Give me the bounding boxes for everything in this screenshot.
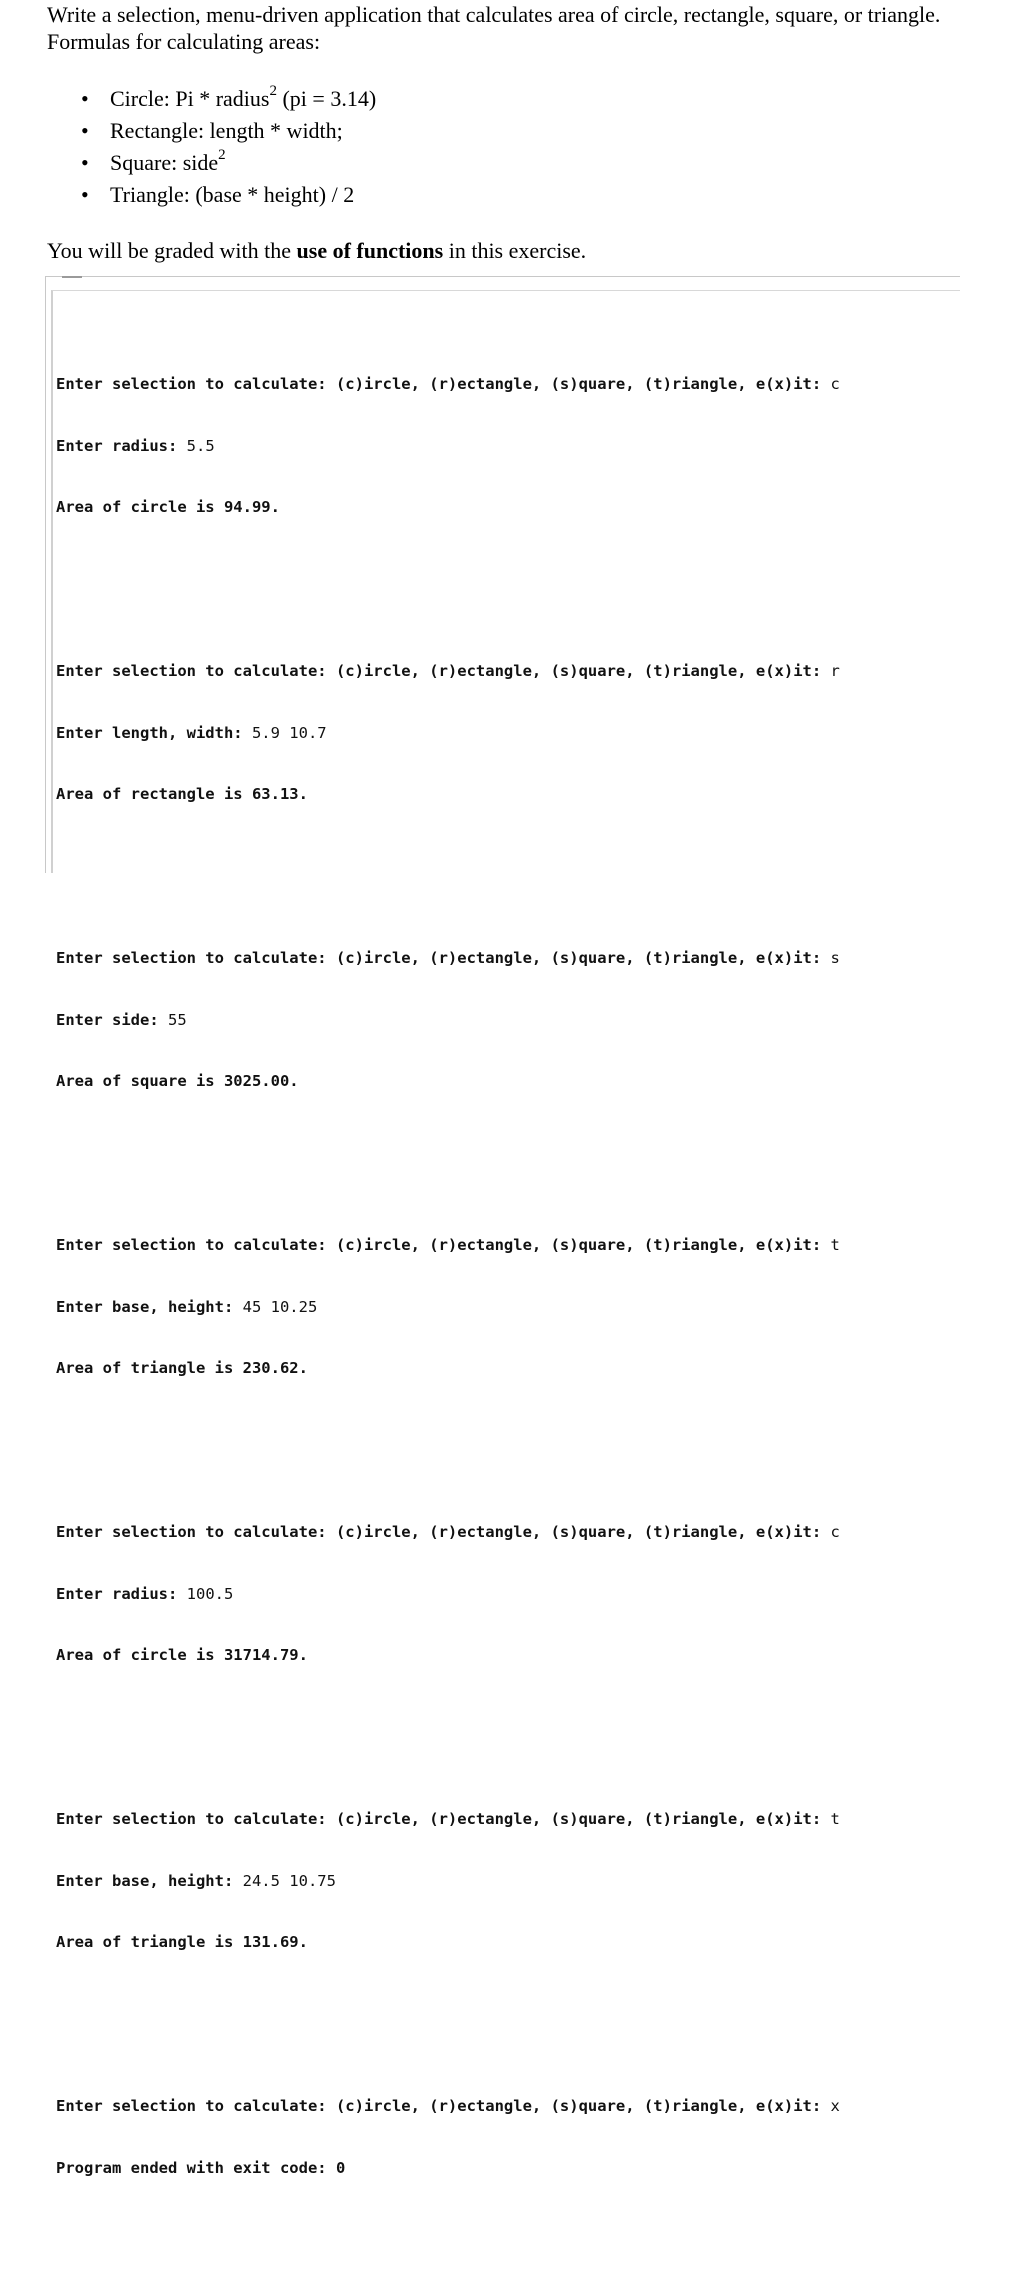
value-prompt: Enter radius:	[56, 436, 187, 455]
result-line: Area of rectangle is 63.13.	[56, 785, 308, 803]
formula-note: (pi = 3.14)	[276, 86, 377, 111]
selection-prompt: Enter selection to calculate: (c)ircle, (r)ectangle, (s)quare, (t)riangle, e(x)it:	[56, 1236, 831, 1254]
bullet-icon: •	[81, 86, 89, 111]
console-output-panel[interactable]	[45, 276, 960, 2177]
console-session	[56, 1194, 840, 1420]
selection-prompt: Enter selection to calculate: (c)ircle, (r)ectangle, (s)quare, (t)riangle, e(x)it:	[56, 2097, 831, 2115]
grading-text: You will be graded with the	[47, 238, 297, 263]
formula-text: Square: side	[110, 150, 219, 175]
selection-input: c	[830, 1523, 840, 1541]
console-line	[56, 2096, 840, 2117]
value-input: 45 10.25	[242, 1297, 318, 1316]
grading-note	[47, 237, 977, 264]
grading-text-end: in this exercise.	[443, 238, 587, 263]
value-input: 5.5	[186, 436, 215, 455]
result-line: Area of triangle is 230.62.	[56, 1359, 308, 1377]
console-text-area[interactable]	[51, 290, 960, 2177]
formula-item-circle	[47, 83, 977, 115]
bullet-icon: •	[81, 150, 89, 175]
console-line	[56, 1235, 840, 1256]
selection-prompt: Enter selection to calculate: (c)ircle, (r)ectangle, (s)quare, (t)riangle, e(x)it:	[56, 662, 831, 680]
console-line	[56, 1297, 840, 1318]
console-line	[56, 948, 840, 969]
value-input: 5.9 10.7	[251, 723, 327, 742]
bullet-icon: •	[81, 182, 89, 207]
value-prompt: Enter base, height:	[56, 1871, 243, 1890]
console-session	[56, 1768, 840, 1994]
console-session	[56, 2055, 840, 2219]
exit-line: Program ended with exit code: 0	[56, 2158, 346, 2177]
result-line: Area of circle is 31714.79.	[56, 1646, 308, 1664]
result-line: Area of triangle is 131.69.	[56, 1933, 308, 1951]
formula-list	[47, 83, 977, 211]
value-input: 55	[167, 1010, 187, 1029]
console-line	[56, 1871, 840, 1892]
assignment-document	[47, 0, 977, 264]
console-log	[56, 292, 840, 2281]
formula-item-square	[47, 147, 977, 179]
selection-input: t	[830, 1236, 840, 1254]
console-line	[56, 723, 840, 744]
console-line	[56, 436, 840, 457]
formula-item-triangle	[47, 179, 977, 211]
formula-exponent: 2	[269, 82, 277, 99]
console-line	[56, 1522, 840, 1543]
selection-prompt: Enter selection to calculate: (c)ircle, (r)ectangle, (s)quare, (t)riangle, e(x)it:	[56, 1810, 831, 1828]
console-tab-indicator	[62, 276, 82, 278]
selection-prompt: Enter selection to calculate: (c)ircle, (r)ectangle, (s)quare, (t)riangle, e(x)it:	[56, 1523, 831, 1541]
result-line: Area of square is 3025.00.	[56, 1072, 299, 1090]
value-prompt: Enter base, height:	[56, 1297, 243, 1316]
console-line	[56, 1809, 840, 1830]
formula-text: Rectangle: length * width;	[110, 118, 343, 143]
console-line	[56, 374, 840, 395]
selection-prompt: Enter selection to calculate: (c)ircle, (r)ectangle, (s)quare, (t)riangle, e(x)it:	[56, 949, 831, 967]
formula-item-rectangle	[47, 115, 977, 147]
console-session	[56, 907, 840, 1133]
value-prompt: Enter length, width:	[56, 723, 252, 742]
selection-input: c	[830, 375, 840, 393]
formula-text: Circle: Pi * radius	[110, 86, 270, 111]
assignment-intro: Write a selection, menu-driven application that calculates area of circle, rectangle, square, or triangle. Formulas for calculating areas:	[47, 2, 941, 54]
selection-prompt: Enter selection to calculate: (c)ircle, (r)ectangle, (s)quare, (t)riangle, e(x)it:	[56, 375, 831, 393]
value-prompt: Enter radius:	[56, 1584, 187, 1603]
console-line	[56, 1010, 840, 1031]
console-session	[56, 620, 840, 846]
value-input: 24.5 10.75	[242, 1871, 336, 1890]
grading-emphasis: use of functions	[296, 238, 444, 263]
formula-exponent: 2	[218, 146, 226, 163]
value-prompt: Enter side:	[56, 1010, 168, 1029]
bullet-icon: •	[81, 118, 89, 143]
selection-input: s	[830, 949, 840, 967]
value-input: 100.5	[186, 1584, 234, 1603]
console-line	[56, 1584, 840, 1605]
selection-input: t	[830, 1810, 840, 1828]
selection-input: r	[830, 662, 840, 680]
console-session	[56, 1481, 840, 1707]
selection-input: x	[830, 2097, 840, 2115]
formula-text: Triangle: (base * height) / 2	[110, 182, 355, 207]
console-line	[56, 661, 840, 682]
console-session	[56, 333, 840, 559]
result-line: Area of circle is 94.99.	[56, 498, 280, 516]
